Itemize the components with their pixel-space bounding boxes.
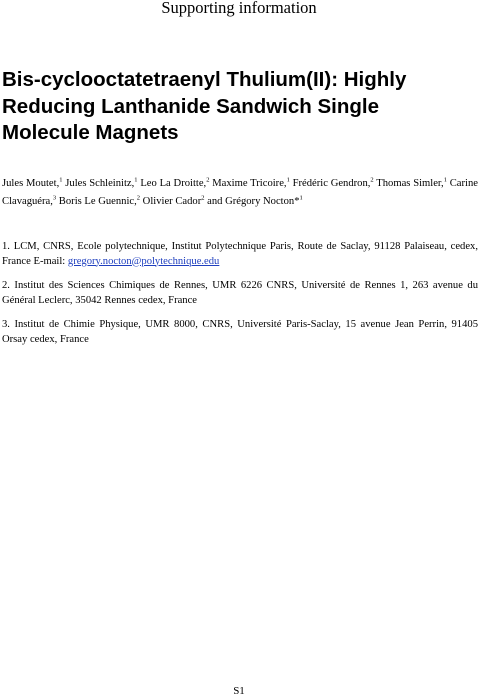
author [143, 196, 205, 207]
author-affiliation-mark: 2 [206, 176, 210, 184]
author [207, 196, 303, 207]
page-number: S1 [233, 685, 245, 697]
author-affiliation-mark: 1 [299, 194, 303, 202]
author-name: Maxime Tricoire, [212, 178, 287, 189]
author [2, 178, 62, 189]
author [212, 178, 290, 189]
author-affiliation-mark: 2 [136, 194, 141, 202]
affiliation-1 [2, 240, 478, 269]
running-header: Supporting information [161, 0, 317, 17]
author-name: Carine Clavaguéra, [2, 178, 478, 207]
author-name: Jules Moutet, [2, 178, 60, 189]
author-affiliation-mark: 1 [286, 176, 290, 184]
author-name: Thomas Simler, [376, 178, 444, 189]
paper-title: Bis-cyclooctatetraenyl Thulium(II): Highly Reducing Lanthanide Sandwich Single Molecule Magnets [2, 68, 407, 144]
corresponding-email-link[interactable]: gregory.nocton@polytechnique.edu [67, 255, 220, 267]
author-name: Olivier Cador [142, 196, 202, 207]
affiliation-1-text: 1. LCM, CNRS, Ecole polytechnique, Institut Polytechnique Paris, Route de Saclay, 91128 Palaiseau, cedex, France E-mail: [2, 241, 478, 267]
author-name: Boris Le Guennic, [58, 196, 137, 207]
author-name: and Grégory Nocton* [207, 196, 300, 207]
author [293, 178, 374, 189]
author-affiliation-mark: 1 [134, 176, 138, 184]
author-name: Leo La Droitte, [140, 178, 207, 189]
author-affiliation-mark: 2 [201, 194, 205, 202]
author-affiliation-mark: 1 [443, 176, 447, 184]
author-affiliation-mark: 3 [52, 194, 57, 202]
author-name: Jules Schleinitz, [65, 178, 135, 189]
author [376, 178, 447, 189]
author [140, 178, 209, 189]
author [59, 196, 140, 207]
affiliation-3: 3. Institut de Chimie Physique, UMR 8000, CNRS, Université Paris-Saclay, 15 avenue Jean Perrin, 91405 Orsay cedex, France [2, 319, 478, 345]
author-name: Frédéric Gendron, [292, 178, 371, 189]
author-affiliation-mark: 1 [59, 176, 63, 184]
author-list [2, 175, 478, 211]
author [65, 178, 137, 189]
affiliation-2: 2. Institut des Sciences Chimiques de Rennes, UMR 6226 CNRS, Université de Rennes 1, 263 avenue du Général Leclerc, 35042 Rennes cedex, France [2, 280, 478, 306]
author-affiliation-mark: 2 [370, 176, 374, 184]
